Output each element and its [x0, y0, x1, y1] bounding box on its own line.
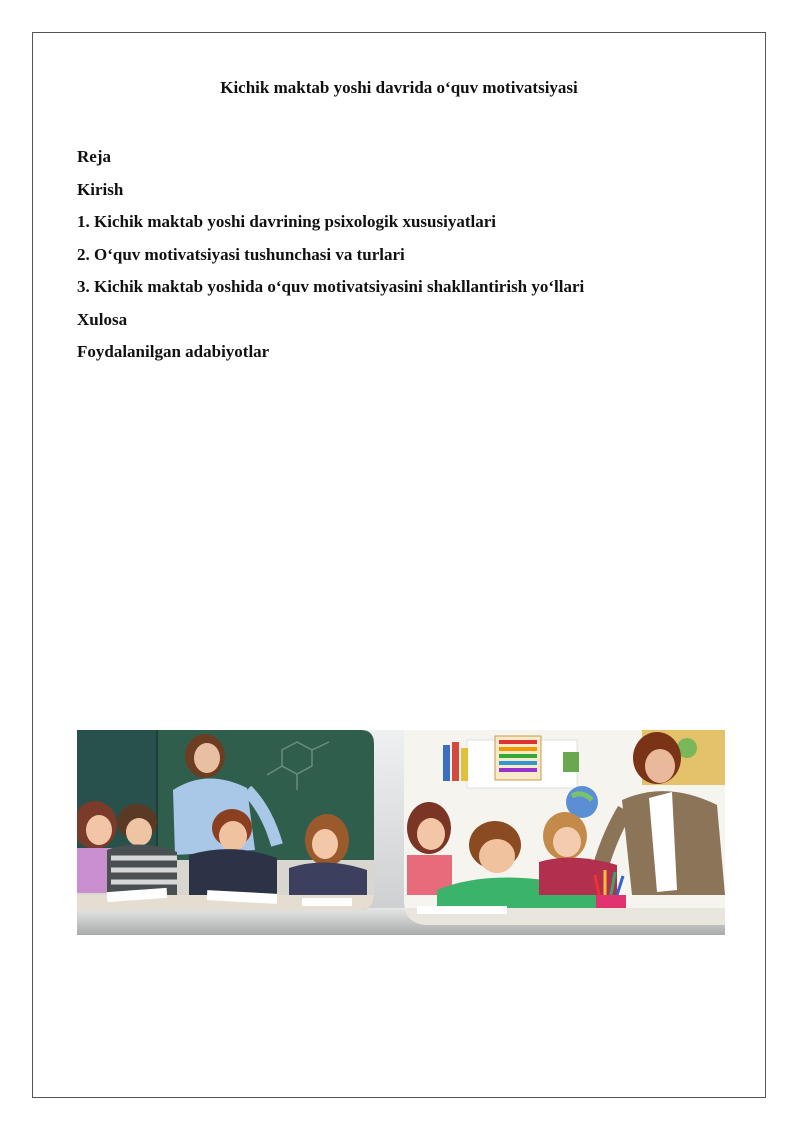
table-of-contents [77, 141, 584, 369]
toc-item-chapter-3: 3. Kichik maktab yoshida o‘quv motivatsiyasini shakllantirish yo‘llari [77, 277, 585, 296]
toc-item-conclusion: Xulosa [77, 309, 128, 329]
children-writing-with-teacher-icon [404, 730, 725, 925]
document-page [32, 32, 766, 1098]
toc-item-chapter-2: 2. O‘quv motivatsiyasi tushunchasi va turlari [77, 244, 405, 264]
classroom-teacher-with-children-icon [77, 730, 374, 910]
toc-item-references: Foydalanilgan adabiyotlar [77, 342, 270, 361]
toc-item-chapter-1: 1. Kichik maktab yoshi davrining psixologik xususiyatlari [77, 212, 496, 231]
toc-item-plan: Reja [77, 147, 111, 166]
toc-item-introduction: Kirish [77, 179, 124, 199]
classroom-banner-image [77, 730, 725, 935]
document-title: Kichik maktab yoshi davrida o‘quv motivatsiyasi [220, 78, 578, 97]
